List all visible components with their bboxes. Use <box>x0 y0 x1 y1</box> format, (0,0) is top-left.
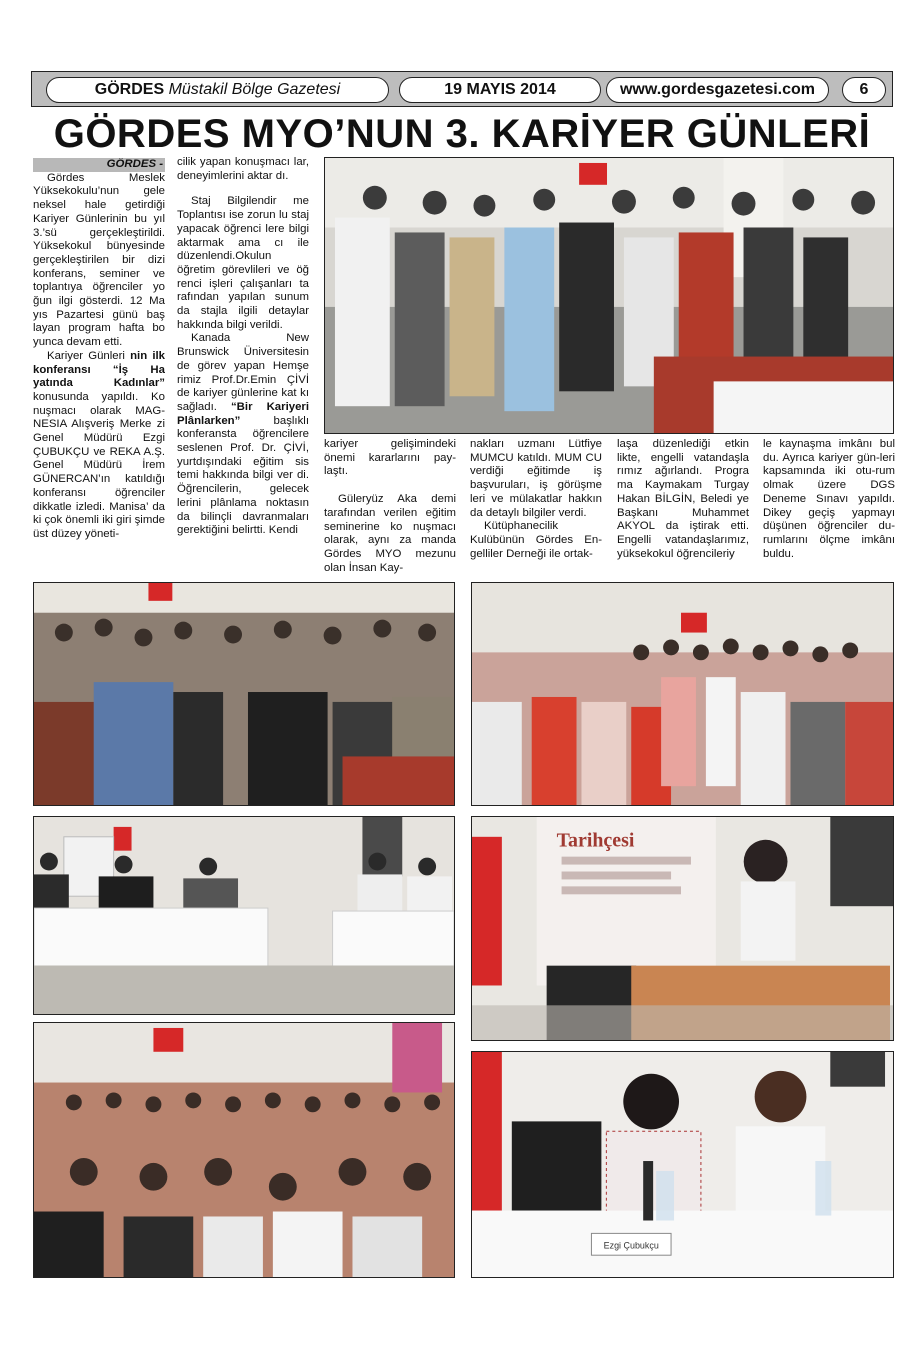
page-number: 6 <box>859 81 869 98</box>
paragraph: Staj Bilgilendir me Toplantısı ise zorun lu staj yapacak öğrenci lere bilgi aktarmak ama cı ile düzenlendi.Okulun öğretim görevlileri ve öğ renci işleri çalışanları ta rafından yapılan sunum da stajla ilgili detaylar hakkında bilgi verildi. <box>177 195 309 331</box>
photo-panel-table <box>33 816 455 1015</box>
headline: GÖRDES MYO’NUN 3. KARİYER GÜNLERİ <box>53 112 871 156</box>
website-link[interactable]: www.gordesgazetesi.com <box>619 81 815 98</box>
website-pill[interactable] <box>606 77 829 103</box>
photo-group-standing <box>324 157 894 434</box>
article-column-4 <box>470 438 602 578</box>
speaker-nameplate: Ezgi Çubukçu <box>603 1240 659 1251</box>
slide-title: Tarihçesi <box>556 829 635 852</box>
page-number-pill <box>842 77 886 103</box>
paragraph: Güleryüz Aka demi tarafından verilen eğitim seminerine ko nuşmacı olarak, aynı za manda Gördes MYO mezunu olan İnsan Kay- <box>324 493 456 574</box>
byline: GÖRDES - <box>33 158 165 172</box>
article-column-1 <box>33 158 165 578</box>
paragraph: kariyer gelişimindeki önemi kararlarını pay-laştı. <box>324 438 456 478</box>
paragraph: Kütüphanecilik Kulübünün Gördes En-gelliler Derneği ile ortak- <box>470 520 602 560</box>
paragraph: Kariyer Günleri nin ilk konferansı “İş Ha yatında Kadınlar” konusunda yapıldı. Ko nuşmacı olarak MAG-NESIA Alışveriş Merke zi Genel Müdürü Ezgi ÇUBUKÇU ve REKA A.Ş. Genel Müdürü İrem GÜNERCAN’ın katıldığı konferansı öğrenciler dikkatle izledi. Manisa’ da ki çok önemli iki giri şimde üst düzey yöneti- <box>33 349 165 540</box>
photo-speaker-podium <box>471 816 894 1041</box>
paper-tagline: Müstakil Bölge Gazetesi <box>168 81 341 98</box>
article-column-5 <box>617 438 749 578</box>
masthead-bar <box>31 71 893 107</box>
date-pill <box>399 77 601 103</box>
paragraph: le kaynaşma imkânı bul du. Ayrıca kariyer gün-leri kapsamında iki otu-rum olmak üzere DGS Deneme Sınavı yapıldı. Dikey geçiş yapmayı düşünen öğrenciler du-rumlarını ölçme imkânı buldu. <box>763 438 895 560</box>
photo-students-seated <box>471 582 894 806</box>
paragraph: laşa düzenlediği etkin likte, engelli vatandaşla rımız ağırlandı. Progra ma Kaymakam Turgay Hakan BİLGİN, Beledi ye Başkanı Muhammet AKYOL da iştirak etti. Engelli vatandaşlarımız, yüksekokul öğrencileriy <box>617 438 749 560</box>
paragraph: Gördes Meslek Yüksekokulu’nun gele neksel hale getirdiği Kariyer Günlerinin bu yıl 3.’sü gerçekleştirildi. Yüksekokul bünyesinde gerçekleştirilen bir dizi konferans, seminer ve toplantıya öğrenciler yo ğun ilgi gösterdi. 12 Ma yıs Pazartesi günü baş layan program hafta bo yunca devam etti. <box>33 171 165 349</box>
photo-women-panel <box>471 1051 894 1278</box>
paragraph: Kanada New Brunswick Üniversitesin de görev yapan Hemşe rimiz Prof.Dr.Emin ÇİVİ de kariyer günlerine kat kı sağladı. “Bir Kariyeri Plânlarken” başlıklı konferansta öğrencilere seslenen Prof. Dr. ÇİVİ, yurtdışındaki eğitim sis temi hakkında bilgi ver di. Öğrencilerin, gelecek lerini plânlama noktasın da bilinçli davranmaları gerektiğini belirtti. Kendi <box>177 332 309 537</box>
photo-audience-front-row <box>33 582 455 806</box>
photo-large-audience <box>33 1022 455 1278</box>
paper-name-pill <box>46 77 389 103</box>
paper-name: GÖRDES <box>94 81 165 98</box>
article-column-2 <box>177 156 309 578</box>
paragraph: nakları uzmanı Lütfiye MUMCU katıldı. MUM CU verdiği eğitimde iş başvuruları, iş görüşme leri ve mülakatlar hakkın da detaylı bilgiler verdi. <box>470 438 602 519</box>
article-column-3 <box>324 438 456 578</box>
issue-date: 19 MAYIS 2014 <box>444 81 556 98</box>
paragraph: cilik yapan konuşmacı lar, deneyimlerini aktar dı. <box>177 156 309 182</box>
article-column-6 <box>763 438 895 578</box>
